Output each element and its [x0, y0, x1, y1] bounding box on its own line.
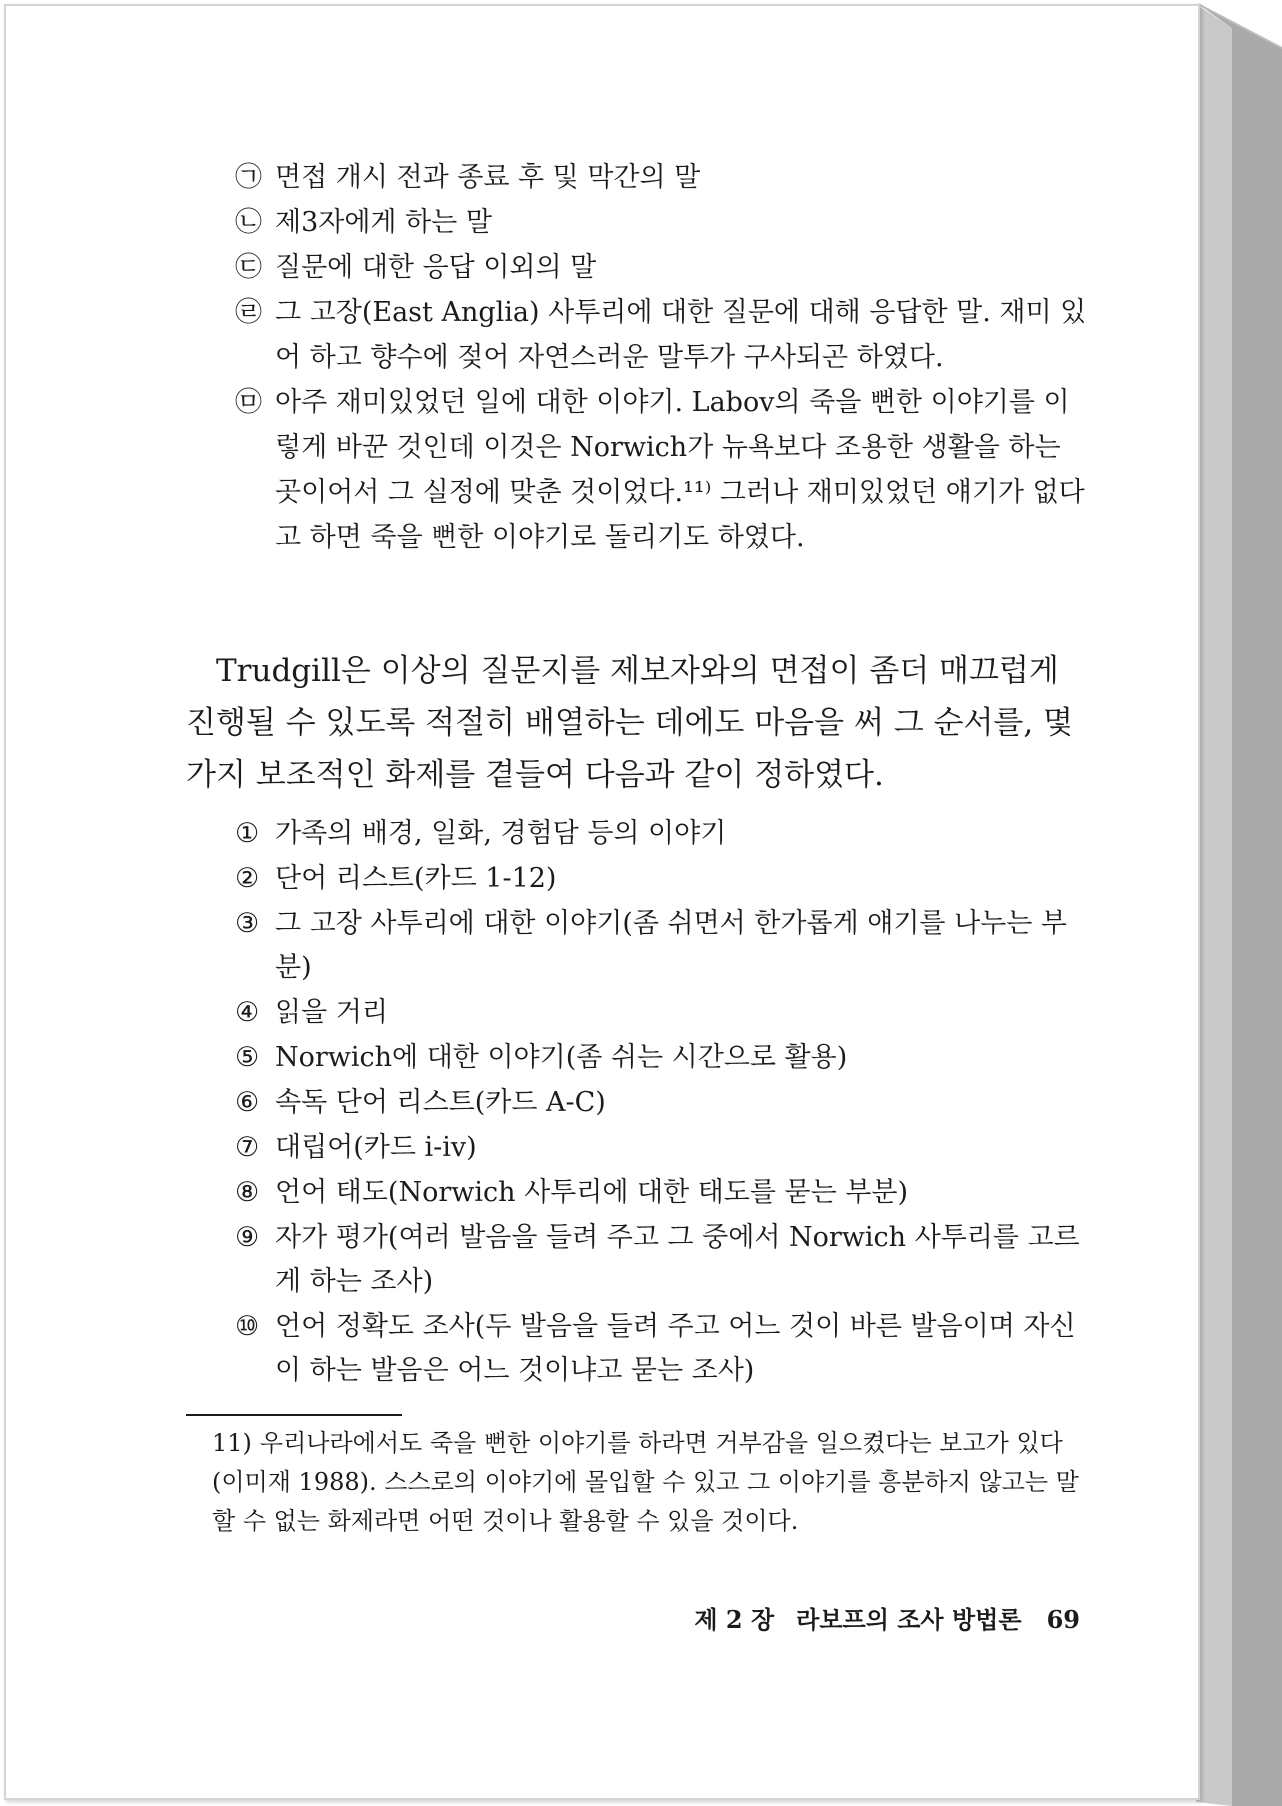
list-item: [235, 245, 1090, 290]
list-item-text: 대립어(카드 i-iv): [275, 1132, 477, 1163]
footnote-divider: [186, 1414, 402, 1416]
list-item-text: 그 고장(East Anglia) 사투리에 대한 질문에 대해 응답한 말. 재미 있어 하고 향수에 젖어 자연스러운 말투가 구사되곤 하였다.: [275, 297, 1087, 373]
list-item: [235, 380, 1090, 560]
numbered-list: [235, 812, 1090, 1394]
list-item-text: 아주 재미있었던 일에 대한 이야기. Labov의 죽을 뻔한 이야기를 이렇게 바꾼 것인데 이것은 Norwich가 뉴욕보다 조용한 생활을 하는 곳이어서 그 실정에 맞춘 것이었다.¹¹⁾ 그러나 재미있었던 얘기가 없다고 하면 죽을 뻔한 이야기로 돌리기도 하였다.: [275, 387, 1085, 553]
list-item: [235, 200, 1090, 245]
list-item: [235, 290, 1090, 380]
list-marker: ⑦: [235, 1132, 260, 1163]
list-marker: ㉡: [235, 207, 262, 238]
list-item-text: 그 고장 사투리에 대한 이야기(좀 쉬면서 한가롭게 얘기를 나누는 부분): [275, 908, 1067, 983]
list-marker: ㉠: [235, 162, 262, 193]
list-item-text: 단어 리스트(카드 1-12): [275, 863, 557, 894]
list-marker: ⑥: [235, 1087, 260, 1118]
list-item-text: 면접 개시 전과 종료 후 및 막간의 말: [275, 162, 701, 193]
list-marker: ⑧: [235, 1177, 260, 1208]
list-item: [235, 1036, 1090, 1080]
list-marker: ①: [235, 818, 260, 849]
page-number: 69: [1046, 1605, 1080, 1634]
list-marker: ③: [235, 908, 260, 939]
footnote-number: 11): [212, 1429, 252, 1457]
list-item-text: Norwich에 대한 이야기(좀 쉬는 시간으로 활용): [275, 1042, 848, 1073]
list-item-text: 질문에 대한 응답 이외의 말: [275, 252, 597, 283]
body-paragraph: Trudgill은 이상의 질문지를 제보자와의 면접이 좀더 매끄럽게 진행될 수 있도록 적절히 배열하는 데에도 마음을 써 그 순서를, 몇 가지 보조적인 화제를 곁들여 다음과 같이 정하였다.: [186, 653, 1073, 793]
list-item-text: 자가 평가(여러 발음을 들려 주고 그 중에서 Norwich 사투리를 고르게 하는 조사): [275, 1222, 1080, 1297]
list-marker: ㉣: [235, 297, 262, 328]
sub-item-list: [235, 155, 1090, 560]
list-marker: ④: [235, 997, 260, 1028]
list-item: [235, 991, 1090, 1035]
list-item: [235, 1305, 1090, 1393]
page-footer: [660, 1600, 1080, 1635]
list-marker: ㉤: [235, 387, 262, 418]
list-item: [235, 155, 1090, 200]
list-item: [235, 1171, 1090, 1215]
list-marker: ⑨: [235, 1222, 260, 1253]
list-marker: ⑩: [235, 1311, 260, 1342]
list-item: [235, 1081, 1090, 1125]
list-item-text: 속독 단어 리스트(카드 A-C): [275, 1087, 606, 1118]
list-item: [235, 857, 1090, 901]
list-item-text: 언어 태도(Norwich 사투리에 대한 태도를 묻는 부분): [275, 1177, 908, 1208]
list-item-text: 제3자에게 하는 말: [275, 207, 492, 238]
list-item: [235, 1216, 1090, 1304]
list-marker: ②: [235, 863, 260, 894]
list-marker: ⑤: [235, 1042, 260, 1073]
list-item: [235, 1126, 1090, 1170]
list-item-text: 가족의 배경, 일화, 경험담 등의 이야기: [275, 818, 727, 849]
footnote-text: 우리나라에서도 죽을 뻔한 이야기를 하라면 거부감을 일으켰다는 보고가 있다(이미재 1988). 스스로의 이야기에 몰입할 수 있고 그 이야기를 흥분하지 않고는 말할 수 없는 화제라면 어떤 것이나 활용할 수 있을 것이다.: [212, 1429, 1079, 1535]
list-marker: ㉢: [235, 252, 262, 283]
list-item: [235, 902, 1090, 990]
list-item-text: 언어 정확도 조사(두 발음을 들려 주고 어느 것이 바른 발음이며 자신이 하는 발음은 어느 것이냐고 묻는 조사): [275, 1311, 1076, 1386]
chapter-label: 제 2 장: [694, 1605, 775, 1634]
footnote: [212, 1424, 1088, 1541]
list-item-text: 읽을 거리: [275, 997, 388, 1028]
list-item: [235, 812, 1090, 856]
chapter-title: 라보프의 조사 방법론: [796, 1605, 1022, 1634]
